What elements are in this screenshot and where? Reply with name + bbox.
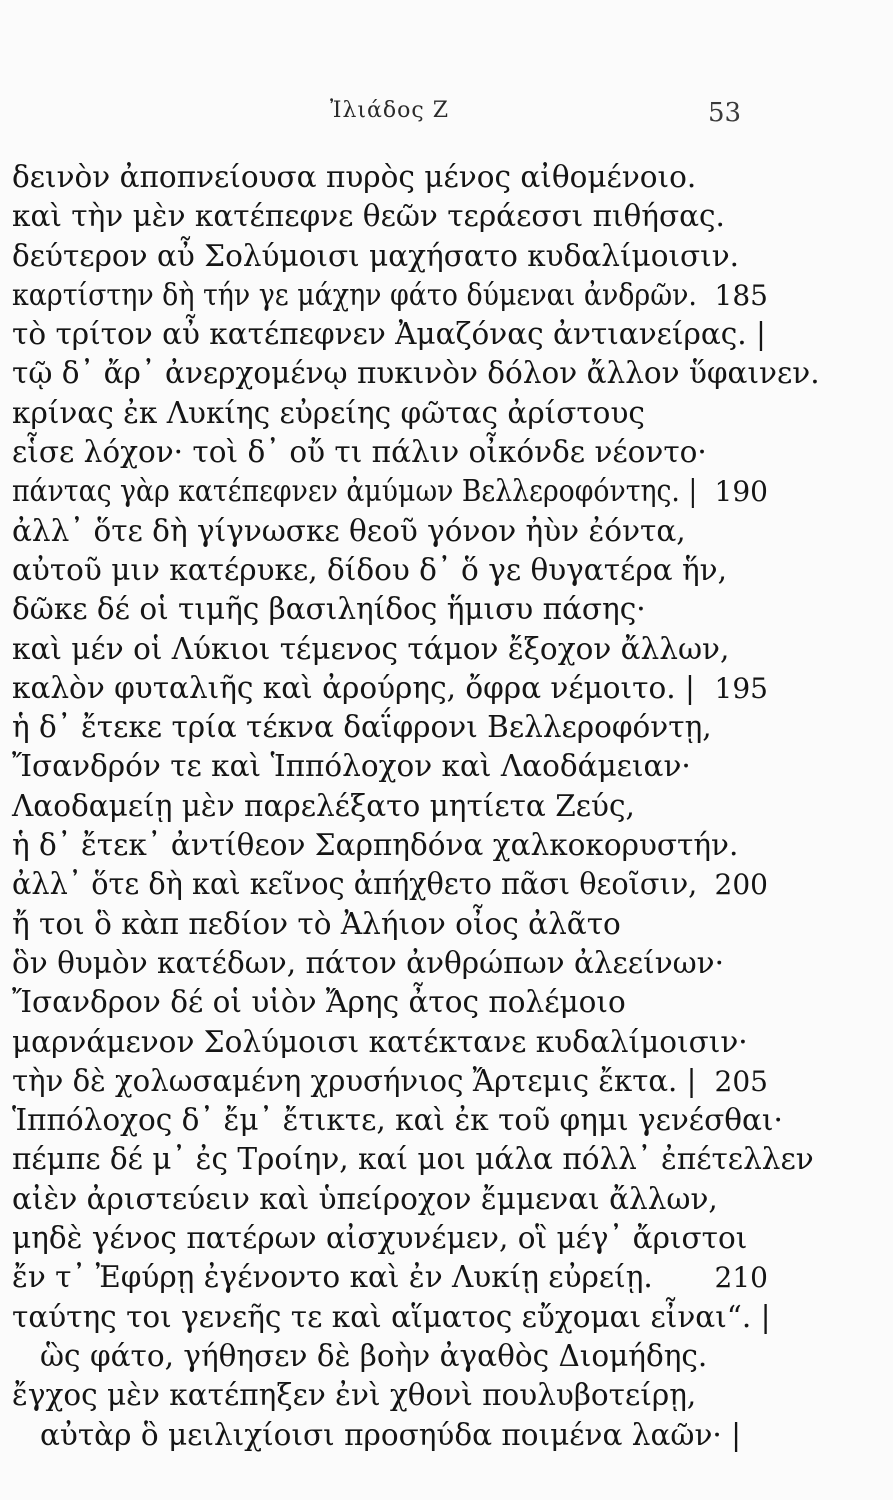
- verse-line: [0, 472, 893, 511]
- running-title: Ἰλιάδος Ζ: [330, 98, 449, 123]
- verse-line: [0, 826, 893, 865]
- verse-line: [0, 354, 893, 393]
- verse-text: τῷ δ᾽ ἄρ᾽ ἀνερχομένῳ πυκινὸν δόλον ἄλλον ὕφαινεν.: [12, 356, 820, 391]
- verse-line: [0, 551, 893, 590]
- verse-line: [0, 708, 893, 747]
- line-number: 210: [714, 1261, 768, 1295]
- verse-text: ἡ δ᾽ ἔτεκ᾽ ἀντίθεον Σαρπηδόνα χαλκοκορυστήν.: [12, 828, 739, 863]
- verse-line: [0, 237, 893, 276]
- verse-text: δῶκε δέ οἱ τιμῆς βασιληίδος ἥμισυ πάσης·: [12, 592, 646, 627]
- verse-line: [0, 1337, 893, 1376]
- verse-text: μηδὲ γένος πατέρων αἰσχυνέμεν, οἳ μέγ᾽ ἄριστοι: [12, 1221, 748, 1256]
- verse-text: εἷσε λόχον· τοὶ δ᾽ οὔ τι πάλιν οἶκόνδε νέοντο·: [12, 435, 707, 470]
- verse-line: [0, 1180, 893, 1219]
- verse-line: [0, 590, 893, 629]
- verse-text: ἔν τ᾽ Ἐφύρῃ ἐγένοντο καὶ ἐν Λυκίῃ εὐρείῃ.: [12, 1260, 653, 1295]
- verse-text: δεινὸν ἀποπνείουσα πυρὸς μένος αἰθομένοιο.: [12, 160, 697, 194]
- line-number: 195: [714, 671, 768, 705]
- verse-text: αἰὲν ἀριστεύειν καὶ ὑπείροχον ἔμμεναι ἄλλων,: [12, 1181, 718, 1216]
- verse-line: [0, 1298, 893, 1337]
- verse-text: μαρνάμενον Σολύμοισι κατέκτανε κυδαλίμοισιν·: [12, 1024, 748, 1059]
- verse-text: τὴν δὲ χολωσαμένη χρυσήνιος Ἄρτεμις ἔκτα. |: [12, 1063, 697, 1098]
- verse-line: [0, 1416, 893, 1455]
- verse-block: [0, 158, 893, 1455]
- verse-line: [0, 512, 893, 551]
- verse-line: [0, 905, 893, 944]
- verse-text: ἀλλ᾽ ὅτε δὴ γίγνωσκε θεοῦ γόνον ἠὺν ἐόντα,: [12, 513, 686, 548]
- verse-line: [0, 1101, 893, 1140]
- verse-text: Ἱππόλοχος δ᾽ ἔμ᾽ ἔτικτε, καὶ ἐκ τοῦ φημι γενέσθαι·: [12, 1103, 783, 1138]
- verse-line: [0, 158, 893, 197]
- verse-line: [0, 630, 893, 669]
- verse-line: [0, 394, 893, 433]
- verse-line: [0, 315, 893, 354]
- page-number: 53: [708, 98, 742, 128]
- line-number: 200: [714, 868, 768, 902]
- verse-line: [0, 1023, 893, 1062]
- verse-line: [0, 1258, 893, 1297]
- verse-text: ὣς φάτο, γήθησεν δὲ βοὴν ἀγαθὸς Διομήδης.: [40, 1338, 708, 1373]
- verse-text: ὃν θυμὸν κατέδων, πάτον ἀνθρώπων ἀλεείνων·: [12, 945, 724, 980]
- verse-text: ἀλλ᾽ ὅτε δὴ καὶ κεῖνος ἀπήχθετο πᾶσι θεοῖσιν,: [12, 867, 698, 902]
- verse-text: καρτίστην δὴ τήν γε μάχην φάτο δύμεναι ἀνδρῶν.: [12, 277, 697, 312]
- verse-text: πέμπε δέ μ᾽ ἐς Τροίην, καί μοι μάλα πόλλ᾽ ἐπέτελλεν: [12, 1142, 814, 1177]
- verse-text: αὐτὰρ ὃ μειλιχίοισι προσηύδα ποιμένα λαῶν· |: [40, 1417, 742, 1452]
- verse-text: Ἴσανδρον δέ οἱ υἱὸν Ἄρης ἆτος πολέμοιο: [12, 985, 626, 1020]
- verse-text: τὸ τρίτον αὖ κατέπεφνεν Ἀμαζόνας ἀντιανείρας. |: [12, 317, 766, 352]
- verse-text: καλὸν φυταλιῆς καὶ ἀρούρης, ὄφρα νέμοιτο. |: [12, 670, 695, 705]
- verse-text: Λαοδαμείῃ μὲν παρελέξατο μητίετα Ζεύς,: [12, 788, 635, 823]
- verse-text: ἤ τοι ὃ κὰπ πεδίον τὸ Ἀλήιον οἶος ἀλᾶτο: [12, 906, 621, 941]
- verse-line: [0, 865, 893, 904]
- verse-line: [0, 1062, 893, 1101]
- line-number: 185: [714, 278, 768, 312]
- verse-text: καὶ μέν οἱ Λύκιοι τέμενος τάμον ἔξοχον ἄλλων,: [12, 631, 730, 666]
- line-number: 205: [714, 1064, 768, 1098]
- verse-text: κρίνας ἐκ Λυκίης εὐρείης φῶτας ἀρίστους: [12, 395, 645, 430]
- verse-line: [0, 1219, 893, 1258]
- verse-line: [0, 944, 893, 983]
- verse-text: ἔγχος μὲν κατέπηξεν ἐνὶ χθονὶ πουλυβοτείρῃ,: [12, 1378, 697, 1413]
- verse-line: [0, 669, 893, 708]
- verse-line: [0, 1140, 893, 1179]
- verse-text: πάντας γὰρ κατέπεφνεν ἀμύμων Βελλεροφόντης. |: [12, 474, 698, 509]
- verse-text: Ἴσανδρόν τε καὶ Ἱππόλοχον καὶ Λαοδάμειαν·: [12, 749, 691, 784]
- verse-text: δεύτερον αὖ Σολύμοισι μαχήσατο κυδαλίμοισιν.: [12, 238, 740, 273]
- verse-line: [0, 787, 893, 826]
- verse-line: [0, 747, 893, 786]
- verse-line: [0, 983, 893, 1022]
- verse-text: ταύτης τοι γενεῆς τε καὶ αἵματος εὔχομαι εἶναι“. |: [12, 1299, 771, 1334]
- verse-text: καὶ τὴν μὲν κατέπεφνε θεῶν τεράεσσι πιθήσας.: [12, 199, 725, 234]
- verse-text: αὐτοῦ μιν κατέρυκε, δίδου δ᾽ ὅ γε θυγατέρα ἥν,: [12, 552, 727, 587]
- verse-line: [0, 1376, 893, 1415]
- verse-text: ἡ δ᾽ ἔτεκε τρία τέκνα δαΐφρονι Βελλεροφόντῃ,: [12, 710, 712, 745]
- verse-line: [0, 433, 893, 472]
- verse-line: [0, 197, 893, 236]
- verse-line: [0, 276, 893, 315]
- line-number: 190: [714, 475, 768, 509]
